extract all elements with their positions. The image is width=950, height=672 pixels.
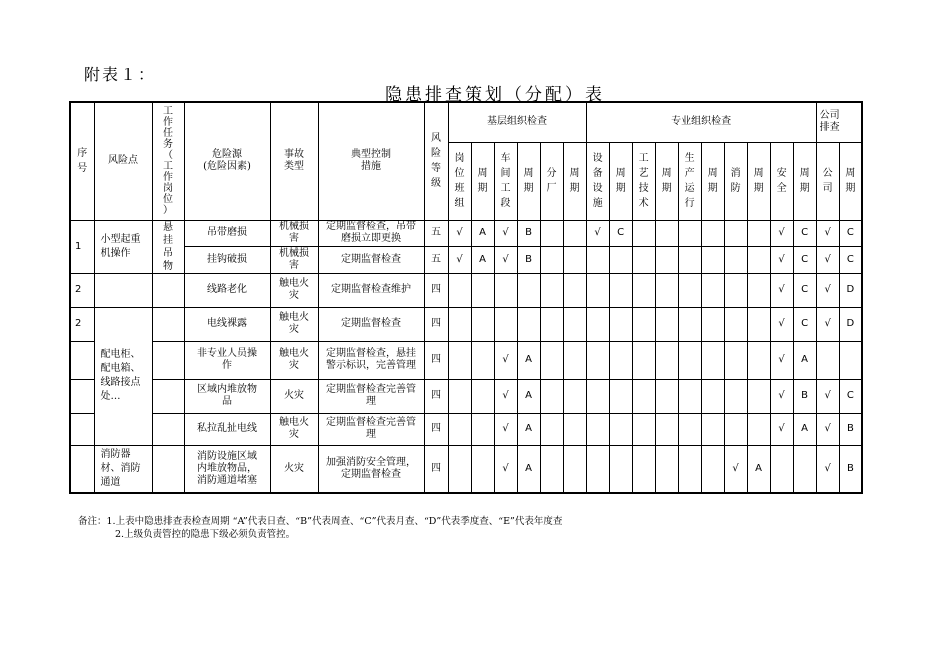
row-mark-col-7 [609, 413, 632, 445]
header-typical-control: 典型控制 措施 [318, 102, 424, 220]
row-mark-col-5 [563, 273, 586, 307]
row-mark-col-5 [563, 247, 586, 274]
header-company-check: 公司 排查 [816, 102, 862, 142]
row-mark-col-2: √ [494, 341, 517, 379]
row-mark-col-7 [609, 379, 632, 413]
header-risk-level: 风 险 等 级 [424, 102, 448, 220]
row-mark-col-2: √ [494, 247, 517, 274]
row-mark-col-17: C [839, 247, 862, 274]
subheader-col-1: 周 期 [471, 142, 494, 220]
row-mark-col-15: C [793, 273, 816, 307]
row-mark-col-17: B [839, 413, 862, 445]
row-control-measure: 定期监督检查完善管理 [318, 413, 424, 445]
row-hazard: 电线裸露 [184, 307, 270, 341]
row-mark-col-15 [793, 445, 816, 493]
row-accident-type: 触电火灾 [270, 307, 318, 341]
row-mark-col-10 [678, 413, 701, 445]
row-mark-col-17: C [839, 220, 862, 247]
row-risk-point [94, 273, 152, 307]
row-mark-col-10 [678, 273, 701, 307]
subheader-col-0: 岗 位 班 组 [448, 142, 471, 220]
row-mark-col-3 [517, 307, 540, 341]
subheader-col-12: 消 防 [724, 142, 747, 220]
row-mark-col-11 [701, 379, 724, 413]
row-mark-col-6: √ [586, 220, 609, 247]
row-seq: 2 [70, 307, 94, 341]
row-mark-col-11 [701, 273, 724, 307]
row-work-task [152, 413, 184, 445]
row-mark-col-15: A [793, 341, 816, 379]
row-mark-col-15: C [793, 220, 816, 247]
row-mark-col-8 [632, 307, 655, 341]
row-mark-col-11 [701, 307, 724, 341]
row-mark-col-4 [540, 445, 563, 493]
row-mark-col-12 [724, 273, 747, 307]
row-mark-col-10 [678, 220, 701, 247]
row-accident-type: 机械损害 [270, 220, 318, 247]
note-line-1: 备注：1.上表中隐患排查表检查周期 “A”代表日查、“B”代表周查、“C”代表月查、“D”代表季度查、“E”代表年度查 [78, 516, 563, 527]
row-risk-level: 五 [424, 247, 448, 274]
row-control-measure: 定期监督检查完善管理 [318, 379, 424, 413]
row-seq [70, 379, 94, 413]
row-mark-col-6 [586, 445, 609, 493]
row-seq [70, 413, 94, 445]
row-control-measure: 定期监督检查 [318, 307, 424, 341]
subheader-col-14: 安 全 [770, 142, 793, 220]
row-risk-level: 四 [424, 307, 448, 341]
row-mark-col-5 [563, 413, 586, 445]
row-mark-col-1 [471, 341, 494, 379]
row-accident-type: 触电火灾 [270, 341, 318, 379]
row-mark-col-9 [655, 307, 678, 341]
row-seq: 2 [70, 273, 94, 307]
row-mark-col-8 [632, 247, 655, 274]
row-mark-col-3: B [517, 220, 540, 247]
row-hazard: 私拉乱扯电线 [184, 413, 270, 445]
row-mark-col-1 [471, 273, 494, 307]
row-mark-col-1 [471, 307, 494, 341]
row-mark-col-16: √ [816, 445, 839, 493]
row-mark-col-9 [655, 220, 678, 247]
row-mark-col-9 [655, 445, 678, 493]
row-mark-col-1 [471, 445, 494, 493]
row-mark-col-11 [701, 341, 724, 379]
row-mark-col-16: √ [816, 273, 839, 307]
table-row [70, 220, 862, 247]
row-hazard: 非专业人员操作 [184, 341, 270, 379]
row-mark-col-13 [747, 247, 770, 274]
row-mark-col-6 [586, 379, 609, 413]
row-mark-col-6 [586, 341, 609, 379]
table-row [70, 379, 862, 413]
row-mark-col-12: √ [724, 445, 747, 493]
row-risk-point: 配电柜、配电箱、线路接点处… [94, 307, 152, 445]
row-mark-col-10 [678, 341, 701, 379]
header-risk-point: 风险点 [94, 102, 152, 220]
subheader-col-16: 公 司 [816, 142, 839, 220]
row-mark-col-12 [724, 307, 747, 341]
row-mark-col-14: √ [770, 247, 793, 274]
row-mark-col-4 [540, 273, 563, 307]
row-work-task: 悬挂吊物 [152, 220, 184, 273]
row-mark-col-9 [655, 379, 678, 413]
row-mark-col-15: B [793, 379, 816, 413]
row-mark-col-16: √ [816, 413, 839, 445]
row-mark-col-15: C [793, 307, 816, 341]
row-control-measure: 定期监督检查，吊带磨损立即更换 [318, 220, 424, 247]
row-work-task [152, 307, 184, 341]
hazard-plan-table [69, 101, 863, 494]
row-mark-col-1 [471, 413, 494, 445]
row-mark-col-7 [609, 247, 632, 274]
row-mark-col-8 [632, 445, 655, 493]
row-hazard: 吊带磨损 [184, 220, 270, 247]
row-mark-col-13 [747, 273, 770, 307]
row-mark-col-14: √ [770, 220, 793, 247]
subheader-col-5: 周 期 [563, 142, 586, 220]
row-mark-col-6 [586, 413, 609, 445]
row-mark-col-0 [448, 445, 471, 493]
row-mark-col-8 [632, 341, 655, 379]
attachment-label: 附表１： [84, 65, 157, 84]
row-mark-col-13 [747, 341, 770, 379]
row-mark-col-13 [747, 307, 770, 341]
row-mark-col-4 [540, 341, 563, 379]
subheader-col-9: 周 期 [655, 142, 678, 220]
header-work-task: 工 作 任 务 （ 工 作 岗 位 ） [152, 102, 184, 220]
subheader-col-10: 生 产 运 行 [678, 142, 701, 220]
row-risk-level: 四 [424, 379, 448, 413]
row-mark-col-11 [701, 413, 724, 445]
row-mark-col-7 [609, 341, 632, 379]
row-mark-col-2: √ [494, 220, 517, 247]
row-mark-col-8 [632, 220, 655, 247]
subheader-col-13: 周 期 [747, 142, 770, 220]
row-mark-col-16: √ [816, 307, 839, 341]
row-mark-col-0 [448, 379, 471, 413]
row-accident-type: 触电火灾 [270, 273, 318, 307]
row-mark-col-8 [632, 379, 655, 413]
row-hazard: 挂钩破损 [184, 247, 270, 274]
row-mark-col-7: C [609, 220, 632, 247]
row-work-task [152, 341, 184, 379]
row-mark-col-5 [563, 220, 586, 247]
row-mark-col-14: √ [770, 413, 793, 445]
row-accident-type: 机械损害 [270, 247, 318, 274]
row-mark-col-16: √ [816, 220, 839, 247]
row-mark-col-16: √ [816, 247, 839, 274]
row-mark-col-17: D [839, 273, 862, 307]
row-mark-col-15: C [793, 247, 816, 274]
header-accident-type: 事故 类型 [270, 102, 318, 220]
row-mark-col-0 [448, 307, 471, 341]
row-mark-col-14: √ [770, 379, 793, 413]
row-risk-point: 小型起重机操作 [94, 220, 152, 273]
row-mark-col-9 [655, 273, 678, 307]
row-mark-col-10 [678, 247, 701, 274]
row-mark-col-2: √ [494, 379, 517, 413]
row-hazard: 区域内堆放物品 [184, 379, 270, 413]
row-risk-point: 消防器材、消防通道 [94, 445, 152, 493]
note-line-2: 2.上级负责管控的隐患下级必须负责管控。 [115, 529, 296, 540]
row-mark-col-3: A [517, 413, 540, 445]
row-mark-col-11 [701, 220, 724, 247]
subheader-col-7: 周 期 [609, 142, 632, 220]
row-seq [70, 445, 94, 493]
row-mark-col-3: A [517, 341, 540, 379]
row-mark-col-7 [609, 273, 632, 307]
row-mark-col-9 [655, 413, 678, 445]
row-control-measure: 定期监督检查维护 [318, 273, 424, 307]
row-mark-col-5 [563, 341, 586, 379]
row-mark-col-2: √ [494, 413, 517, 445]
subheader-col-3: 周 期 [517, 142, 540, 220]
row-mark-col-0 [448, 341, 471, 379]
row-mark-col-12 [724, 247, 747, 274]
row-accident-type: 火灾 [270, 445, 318, 493]
row-mark-col-0 [448, 413, 471, 445]
table-title: 隐患排查策划（分配）表 [385, 85, 605, 105]
row-mark-col-1 [471, 379, 494, 413]
row-accident-type: 触电火灾 [270, 413, 318, 445]
subheader-col-11: 周 期 [701, 142, 724, 220]
table-row [70, 341, 862, 379]
row-mark-col-1: A [471, 247, 494, 274]
row-mark-col-12 [724, 379, 747, 413]
row-mark-col-17: D [839, 307, 862, 341]
row-mark-col-8 [632, 273, 655, 307]
row-mark-col-5 [563, 307, 586, 341]
row-mark-col-11 [701, 247, 724, 274]
row-risk-level: 四 [424, 273, 448, 307]
row-mark-col-9 [655, 341, 678, 379]
row-mark-col-16: √ [816, 379, 839, 413]
row-mark-col-14 [770, 445, 793, 493]
row-mark-col-13 [747, 413, 770, 445]
header-seq: 序 号 [70, 102, 94, 220]
row-mark-col-13 [747, 220, 770, 247]
row-risk-level: 五 [424, 220, 448, 247]
row-mark-col-13 [747, 379, 770, 413]
row-mark-col-17 [839, 341, 862, 379]
row-hazard: 消防设施区域内堆放物品，消防通道堵塞 [184, 445, 270, 493]
row-accident-type: 火灾 [270, 379, 318, 413]
row-mark-col-10 [678, 307, 701, 341]
subheader-col-15: 周 期 [793, 142, 816, 220]
row-mark-col-7 [609, 445, 632, 493]
row-mark-col-12 [724, 413, 747, 445]
header-hazard-source: 危险源 (危险因素) [184, 102, 270, 220]
row-mark-col-3: A [517, 445, 540, 493]
subheader-col-6: 设 备 设 施 [586, 142, 609, 220]
row-mark-col-2: √ [494, 445, 517, 493]
row-mark-col-6 [586, 273, 609, 307]
header-base-check: 基层组织检查 [448, 102, 586, 142]
row-seq: 1 [70, 220, 94, 273]
row-mark-col-0: √ [448, 220, 471, 247]
subheader-col-8: 工 艺 技 术 [632, 142, 655, 220]
row-mark-col-6 [586, 247, 609, 274]
row-mark-col-2 [494, 273, 517, 307]
row-mark-col-16 [816, 341, 839, 379]
header-professional-check: 专业组织检查 [586, 102, 816, 142]
row-work-task [152, 379, 184, 413]
table-row [70, 273, 862, 307]
row-mark-col-5 [563, 379, 586, 413]
row-seq [70, 341, 94, 379]
subheader-col-17: 周 期 [839, 142, 862, 220]
row-mark-col-4 [540, 247, 563, 274]
row-mark-col-3 [517, 273, 540, 307]
row-mark-col-6 [586, 307, 609, 341]
row-mark-col-11 [701, 445, 724, 493]
row-mark-col-4 [540, 379, 563, 413]
row-mark-col-14: √ [770, 307, 793, 341]
row-mark-col-4 [540, 307, 563, 341]
row-risk-level: 四 [424, 445, 448, 493]
row-mark-col-14: √ [770, 341, 793, 379]
row-mark-col-1: A [471, 220, 494, 247]
row-mark-col-7 [609, 307, 632, 341]
table-row [70, 247, 862, 274]
row-mark-col-5 [563, 445, 586, 493]
row-mark-col-3: A [517, 379, 540, 413]
row-mark-col-14: √ [770, 273, 793, 307]
row-mark-col-4 [540, 220, 563, 247]
subheader-col-2: 车 间 工 段 [494, 142, 517, 220]
row-mark-col-2 [494, 307, 517, 341]
row-mark-col-4 [540, 413, 563, 445]
table-row [70, 445, 862, 493]
row-risk-level: 四 [424, 413, 448, 445]
row-mark-col-10 [678, 379, 701, 413]
row-mark-col-17: C [839, 379, 862, 413]
row-mark-col-0: √ [448, 247, 471, 274]
row-control-measure: 加强消防安全管理，定期监督检查 [318, 445, 424, 493]
row-risk-level: 四 [424, 341, 448, 379]
row-mark-col-10 [678, 445, 701, 493]
row-mark-col-12 [724, 341, 747, 379]
row-mark-col-9 [655, 247, 678, 274]
table-row [70, 307, 862, 341]
row-mark-col-0 [448, 273, 471, 307]
row-hazard: 线路老化 [184, 273, 270, 307]
row-control-measure: 定期监督检查，悬挂警示标识，完善管理 [318, 341, 424, 379]
row-control-measure: 定期监督检查 [318, 247, 424, 274]
row-work-task [152, 445, 184, 493]
row-mark-col-17: B [839, 445, 862, 493]
subheader-col-4: 分 厂 [540, 142, 563, 220]
row-mark-col-8 [632, 413, 655, 445]
row-mark-col-15: A [793, 413, 816, 445]
row-mark-col-3: B [517, 247, 540, 274]
table-row [70, 413, 862, 445]
row-mark-col-12 [724, 220, 747, 247]
row-mark-col-13: A [747, 445, 770, 493]
row-work-task [152, 273, 184, 307]
